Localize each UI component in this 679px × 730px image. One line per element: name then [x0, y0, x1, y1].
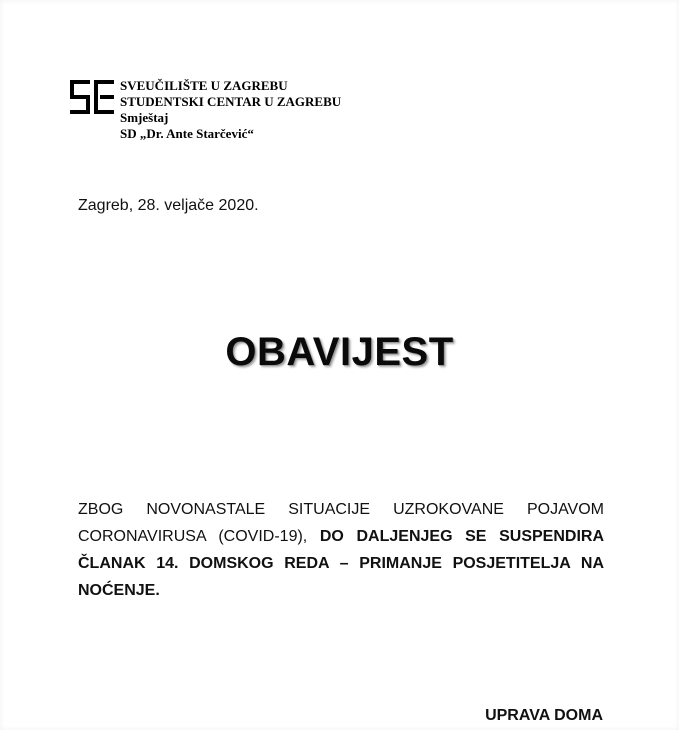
signature: UPRAVA DOMA [485, 707, 603, 724]
notice-body-intro: ZBOG NOVONASTALE SITUACIJE UZROKOVANE POJAVOM CORONAVIRUSA (COVID-19), [78, 501, 604, 545]
student-center-name: STUDENTSKI CENTAR U ZAGREBU [120, 94, 342, 109]
document-date: Zagreb, 28. veljače 2020. [78, 197, 259, 214]
document-title: OBAVIJEST [225, 330, 454, 374]
university-name: SVEUČILIŠTE U ZAGREBU [120, 78, 288, 93]
notice-body-emphasis: DO DALJENJEG SE SUSPENDIRA ČLANAK 14. DOMSKOG REDA – PRIMANJE POSJETITELJA NA NOĆENJE. [78, 528, 605, 599]
notice-body [78, 496, 604, 604]
department-name: Smještaj [120, 110, 169, 125]
dormitory-name: SD „Dr. Ante Starčević“ [120, 126, 254, 141]
letterhead-text [120, 78, 341, 142]
letterhead [70, 78, 341, 142]
sc-logo-icon [70, 80, 114, 114]
